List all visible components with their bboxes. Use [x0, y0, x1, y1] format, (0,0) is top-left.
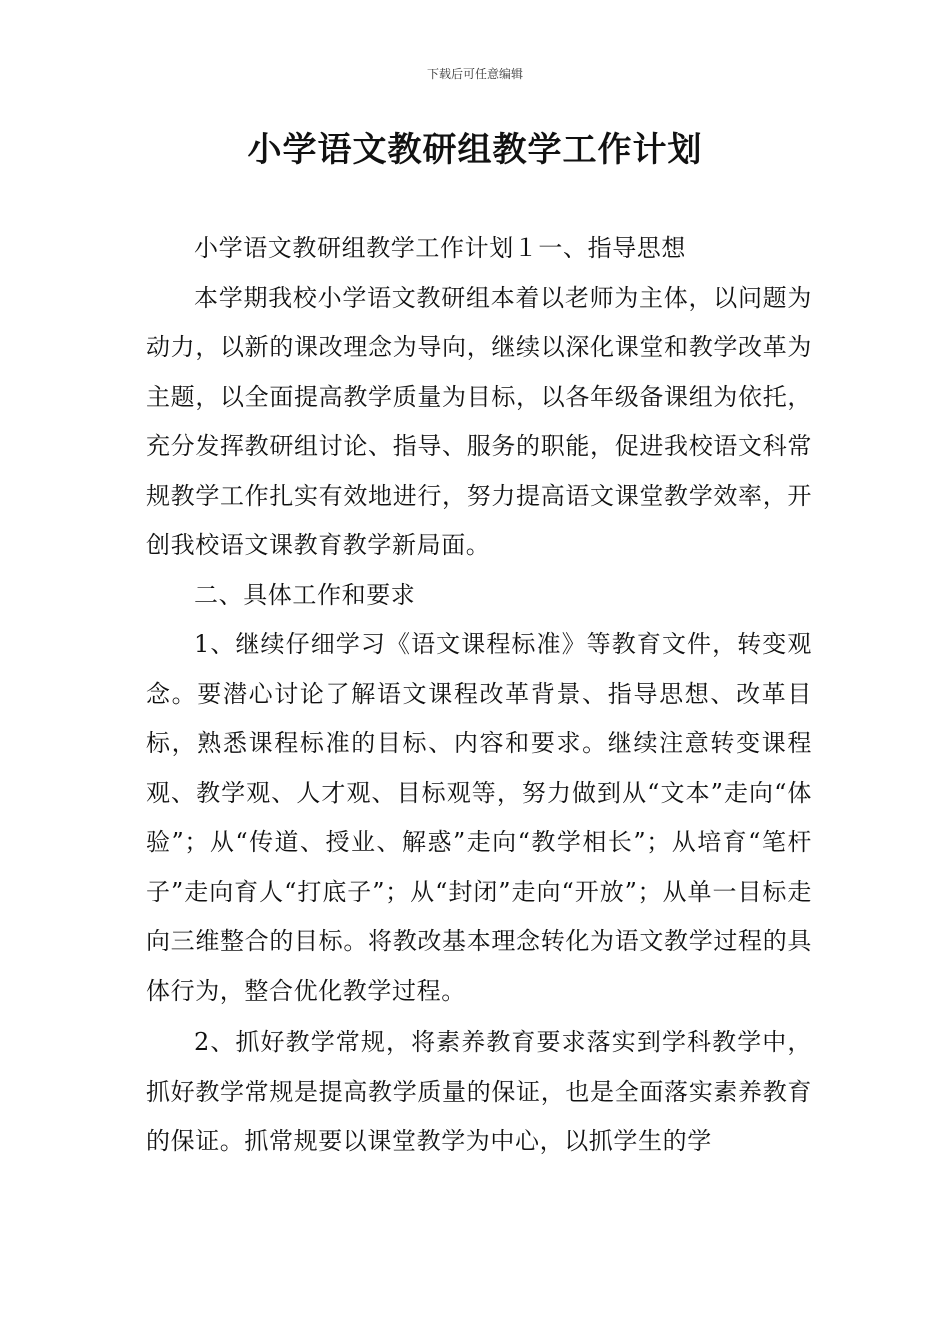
paragraph-item-2: 2、抓好教学常规，将素养教育要求落实到学科教学中，抓好教学常规是提高教学质量的保证，也是全面落实素养教育的保证。抓常规要以课堂教学为中心，以抓学生的学: [146, 1028, 812, 1155]
document-body: [146, 224, 812, 1167]
paragraph-item-1: 1、继续仔细学习《语文课程标准》等教育文件，转变观念。要潜心讨论了解语文课程改革背景、指导思想、改革目标，熟悉课程标准的目标、内容和要求。继续注意转变课程观、教学观、人才观、目标观等，努力做到从“文本”走向“体验”；从“传道、授业、解惑”走向“教学相长”；从培育“笔杆子”走向育人“打底子”；从“封闭”走向“开放”；从单一目标走向三维整合的目标。将教改基本理念转化为语文教学过程的具体行为，整合优化教学过程。: [146, 630, 812, 1005]
paragraph-intro-heading: 小学语文教研组教学工作计划１一、指导思想: [194, 234, 686, 262]
document-title: 小学语文教研组教学工作计划: [247, 130, 703, 170]
paragraph-section-heading: 二、具体工作和要求: [194, 580, 416, 609]
paragraph-guiding-thought: 本学期我校小学语文教研组本着以老师为主体，以问题为动力，以新的课改理念为导向，继续以深化课堂和教学改革为主题，以全面提高教学质量为目标，以各年级备课组为依托，充分发挥教研组讨论、指导、服务的职能，促进我校语文科常规教学工作扎实有效地进行，努力提高语文课堂教学效率，开创我校语文课教育教学新局面。: [146, 283, 812, 559]
header-note: 下载后可任意编辑: [426, 67, 523, 81]
